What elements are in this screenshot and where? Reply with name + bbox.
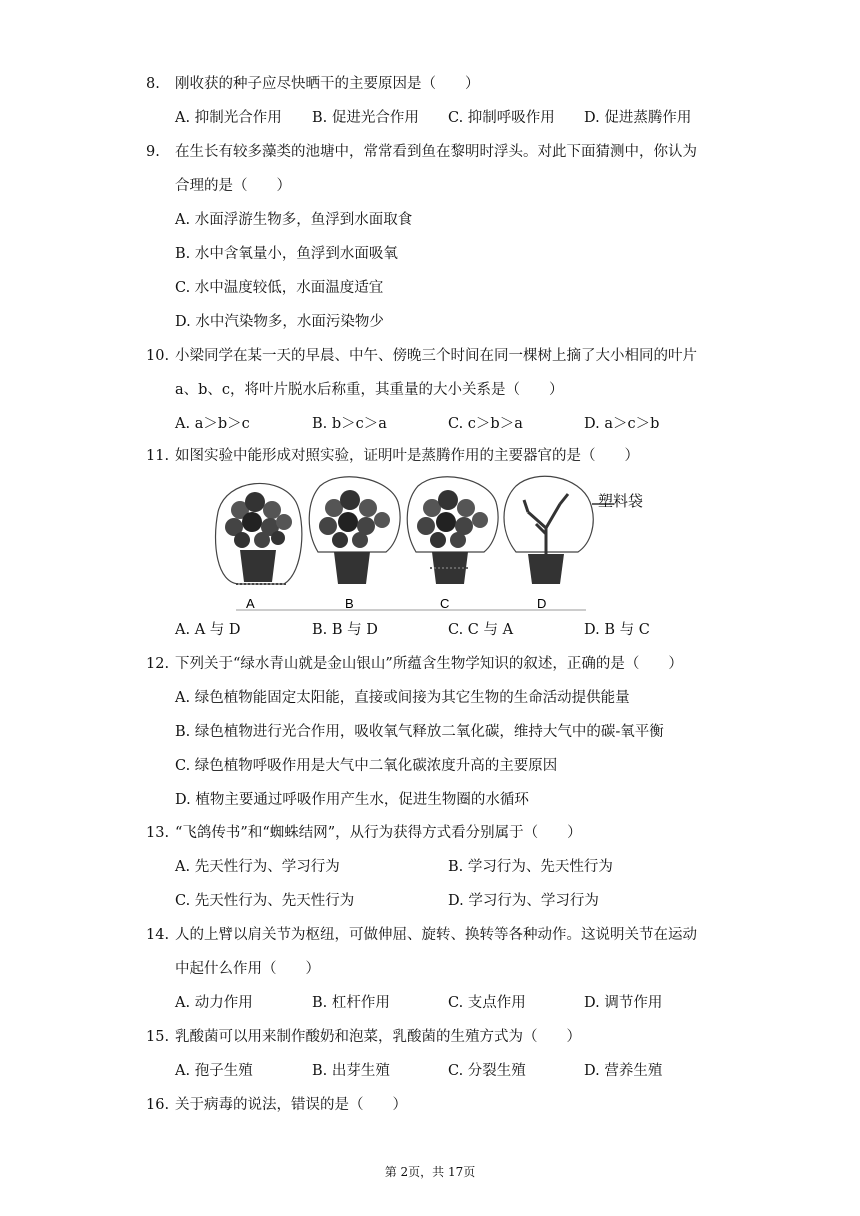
question-number: 16. — [146, 1097, 170, 1113]
question-stem-line: 合理的是（ ） — [175, 178, 291, 194]
question-number: 9. — [146, 144, 160, 160]
question-stem-line: 在生长有较多藻类的池塘中，常常看到鱼在黎明时浮头。对此下面猜测中，你认为 — [175, 144, 697, 160]
plant-d — [504, 476, 643, 584]
page-footer: 第 2页，共 17页 — [384, 1165, 476, 1179]
option-c: C. C 与 A — [448, 622, 514, 638]
option-c: C. c＞b＞a — [448, 416, 523, 432]
option-d: D. 植物主要通过呼吸作用产生水，促进生物圈的水循环 — [175, 792, 529, 808]
question-number: 11. — [146, 448, 170, 464]
option-a: A. A 与 D — [175, 622, 241, 638]
option-d: D. a＞c＞b — [584, 416, 660, 432]
option-d: D. B 与 C — [584, 622, 650, 638]
option-d: D. 促进蒸腾作用 — [584, 110, 692, 126]
option-c: C. 水中温度较低，水面温度适宜 — [175, 280, 384, 296]
question-stem-line: 小梁同学在某一天的早晨、中午、傍晚三个时间在同一棵树上摘了大小相同的叶片 — [175, 348, 697, 364]
option-b: B. 绿色植物进行光合作用，吸收氧气释放二氧化碳，维持大气中的碳-氧平衡 — [175, 724, 664, 740]
transpiration-experiment-figure — [210, 472, 644, 614]
question-number: 12. — [146, 656, 170, 672]
question-stem-line: 人的上臂以肩关节为枢纽，可做伸屈、旋转、换转等各种动作。这说明关节在运动 — [175, 927, 697, 943]
option-a: A. 绿色植物能固定太阳能，直接或间接为其它生物的生命活动提供能量 — [175, 690, 630, 706]
question-stem: 如图实验中能形成对照实验，证明叶是蒸腾作用的主要器官的是（ ） — [175, 448, 639, 464]
option-a: A. 水面浮游生物多，鱼浮到水面取食 — [175, 212, 413, 228]
question-number: 15. — [146, 1029, 170, 1045]
option-b: B. B 与 D — [312, 622, 378, 638]
option-b: B. 出芽生殖 — [312, 1063, 390, 1079]
label-d: D — [537, 596, 547, 611]
option-d: D. 水中汽染物多，水面污染物少 — [175, 314, 384, 330]
option-d: D. 学习行为、学习行为 — [448, 893, 599, 909]
question-stem: “飞鸽传书”和“蜘蛛结网”，从行为获得方式看分别属于（ ） — [175, 825, 582, 841]
option-b: B. b＞c＞a — [312, 416, 387, 432]
label-c: C — [440, 596, 450, 611]
question-stem: 关于病毒的说法，错误的是（ ） — [175, 1097, 407, 1113]
option-c: C. 先天性行为、先天性行为 — [175, 893, 355, 909]
plant-b — [309, 477, 400, 584]
plant-a — [216, 483, 302, 584]
option-a: A. 抑制光合作用 — [175, 110, 282, 126]
bag-label: 塑料袋 — [598, 493, 644, 510]
option-c: C. 抑制呼吸作用 — [448, 110, 555, 126]
option-d: D. 调节作用 — [584, 995, 663, 1011]
option-a: A. 动力作用 — [175, 995, 253, 1011]
question-stem-line: 中起什么作用（ ） — [175, 961, 320, 977]
question-number: 14. — [146, 927, 170, 943]
question-number: 10. — [146, 348, 170, 364]
question-stem-line: a、b、c，将叶片脱水后称重，其重量的大小关系是（ ） — [175, 382, 564, 398]
experiment-diagram — [210, 472, 644, 614]
question-stem: 下列关于“绿水青山就是金山银山”所蕴含生物学知识的叙述，正确的是（ ） — [175, 656, 683, 672]
option-a: A. 先天性行为、学习行为 — [175, 859, 340, 875]
question-number: 13. — [146, 825, 170, 841]
option-c: C. 分裂生殖 — [448, 1063, 526, 1079]
label-a: A — [246, 596, 255, 611]
question-stem: 刚收获的种子应尽快晒干的主要原因是（ ） — [175, 76, 480, 92]
question-stem: 乳酸菌可以用来制作酸奶和泡菜，乳酸菌的生殖方式为（ ） — [175, 1029, 581, 1045]
option-b: B. 促进光合作用 — [312, 110, 419, 126]
option-b: B. 学习行为、先天性行为 — [448, 859, 613, 875]
label-b: B — [345, 596, 354, 611]
option-a: A. 孢子生殖 — [175, 1063, 253, 1079]
option-d: D. 营养生殖 — [584, 1063, 663, 1079]
option-b: B. 水中含氧量小，鱼浮到水面吸氧 — [175, 246, 398, 262]
plant-c — [407, 477, 498, 584]
option-a: A. a＞b＞c — [175, 416, 250, 432]
option-c: C. 绿色植物呼吸作用是大气中二氧化碳浓度升高的主要原因 — [175, 758, 558, 774]
option-b: B. 杠杆作用 — [312, 995, 390, 1011]
option-c: C. 支点作用 — [448, 995, 526, 1011]
question-number: 8. — [146, 76, 160, 92]
